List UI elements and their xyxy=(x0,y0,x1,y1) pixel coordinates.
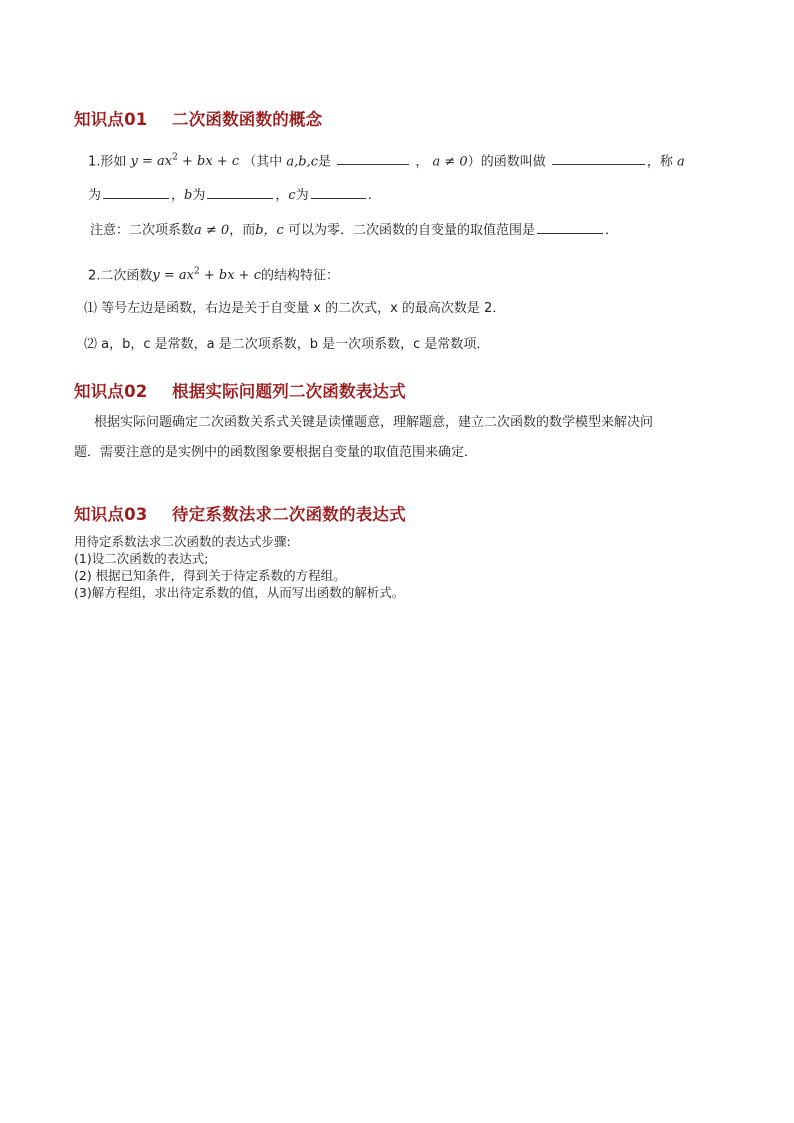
line2-for-c: 为 xyxy=(295,188,309,203)
item1-condition: a ≠ 0 xyxy=(432,154,468,170)
section2-para-line2: 题．需要注意的是实例中的函数图象要根据自变量的取值范围来确定． xyxy=(74,445,478,460)
section3-step3: (3)解方程组，求出待定系数的值，从而写出函数的解析式。 xyxy=(74,585,405,600)
item2-line xyxy=(88,263,339,285)
note-line xyxy=(90,220,618,240)
item2-suffix: 的结构特征： xyxy=(260,268,339,284)
section3-heading xyxy=(74,501,406,525)
note-mid2: 可以为零．二次函数的自变量的取值范围是 xyxy=(287,223,535,238)
section3-step2: (2) 根据已知条件，得到关于待定系数的方程组。 xyxy=(74,568,346,583)
line2-for-b: 为 xyxy=(192,188,206,203)
blank-a-name[interactable] xyxy=(103,185,169,199)
note-end: ． xyxy=(604,223,618,238)
section3-number: 知识点03 xyxy=(74,505,148,524)
line2-end: . xyxy=(367,188,372,203)
blank-domain[interactable] xyxy=(537,220,603,234)
section3-intro: 用待定系数法求二次函数的表达式步骤: xyxy=(74,534,291,549)
blank-function-name[interactable] xyxy=(552,151,645,165)
feature-1: ⑴ 等号左边是函数，右边是关于自变量 x 的二次式，x 的最高次数是 2． xyxy=(84,301,506,316)
quadratic-formula: $y = ax^2$ + bx + c xyxy=(130,153,240,170)
line2-b: b xyxy=(184,188,193,203)
blank-b-name[interactable] xyxy=(207,185,273,199)
section2-para-line1: 根据实际问题确定二次函数关系式关键是读懂题意，理解题意，建立二次函数的数学模型来解决问 xyxy=(94,415,654,430)
section1-heading xyxy=(74,106,322,130)
section1-number: 知识点01 xyxy=(74,110,148,129)
item1-close: ）的函数叫做 xyxy=(467,154,546,170)
blank-coefficients[interactable] xyxy=(337,151,409,165)
item2-prefix: 2.二次函数 xyxy=(88,268,153,284)
line2-c: c xyxy=(288,188,296,203)
section3-step1: (1)设二次函数的表达式; xyxy=(74,551,209,566)
section2-title: 根据实际问题列二次函数表达式 xyxy=(172,382,406,401)
definition-line-1 xyxy=(88,149,685,171)
item1-call: ，称 xyxy=(646,154,673,170)
section2-heading xyxy=(74,378,406,402)
item1-mid: （其中 xyxy=(243,154,283,170)
definition-line-2: 为 ，b为 ，c为 . xyxy=(88,185,372,205)
feature-2: ⑵ a，b，c 是常数，a 是二次项系数，b 是一次项系数，c 是常数项． xyxy=(84,337,490,352)
note-mid1: ，而 xyxy=(229,223,256,238)
note-bc: b，c xyxy=(255,223,284,238)
section1-title: 二次函数函数的概念 xyxy=(172,110,323,129)
item1-prefix: 1.形如 xyxy=(88,154,127,170)
item2-formula: $y = ax^2$ + bx + c xyxy=(152,267,261,284)
note-prefix: 注意：二次项系数 xyxy=(90,223,195,238)
item1-vars: a,b,c xyxy=(286,154,319,170)
blank-c-name[interactable] xyxy=(311,185,366,199)
line2-for-a: 为 xyxy=(88,188,102,203)
item1-comma: ， xyxy=(415,154,429,170)
note-condition: a ≠ 0 xyxy=(194,223,230,238)
section2-number: 知识点02 xyxy=(74,382,148,401)
item1-is: 是 xyxy=(318,154,332,170)
item1-a: a xyxy=(677,154,685,170)
section3-title: 待定系数法求二次函数的表达式 xyxy=(172,505,406,524)
